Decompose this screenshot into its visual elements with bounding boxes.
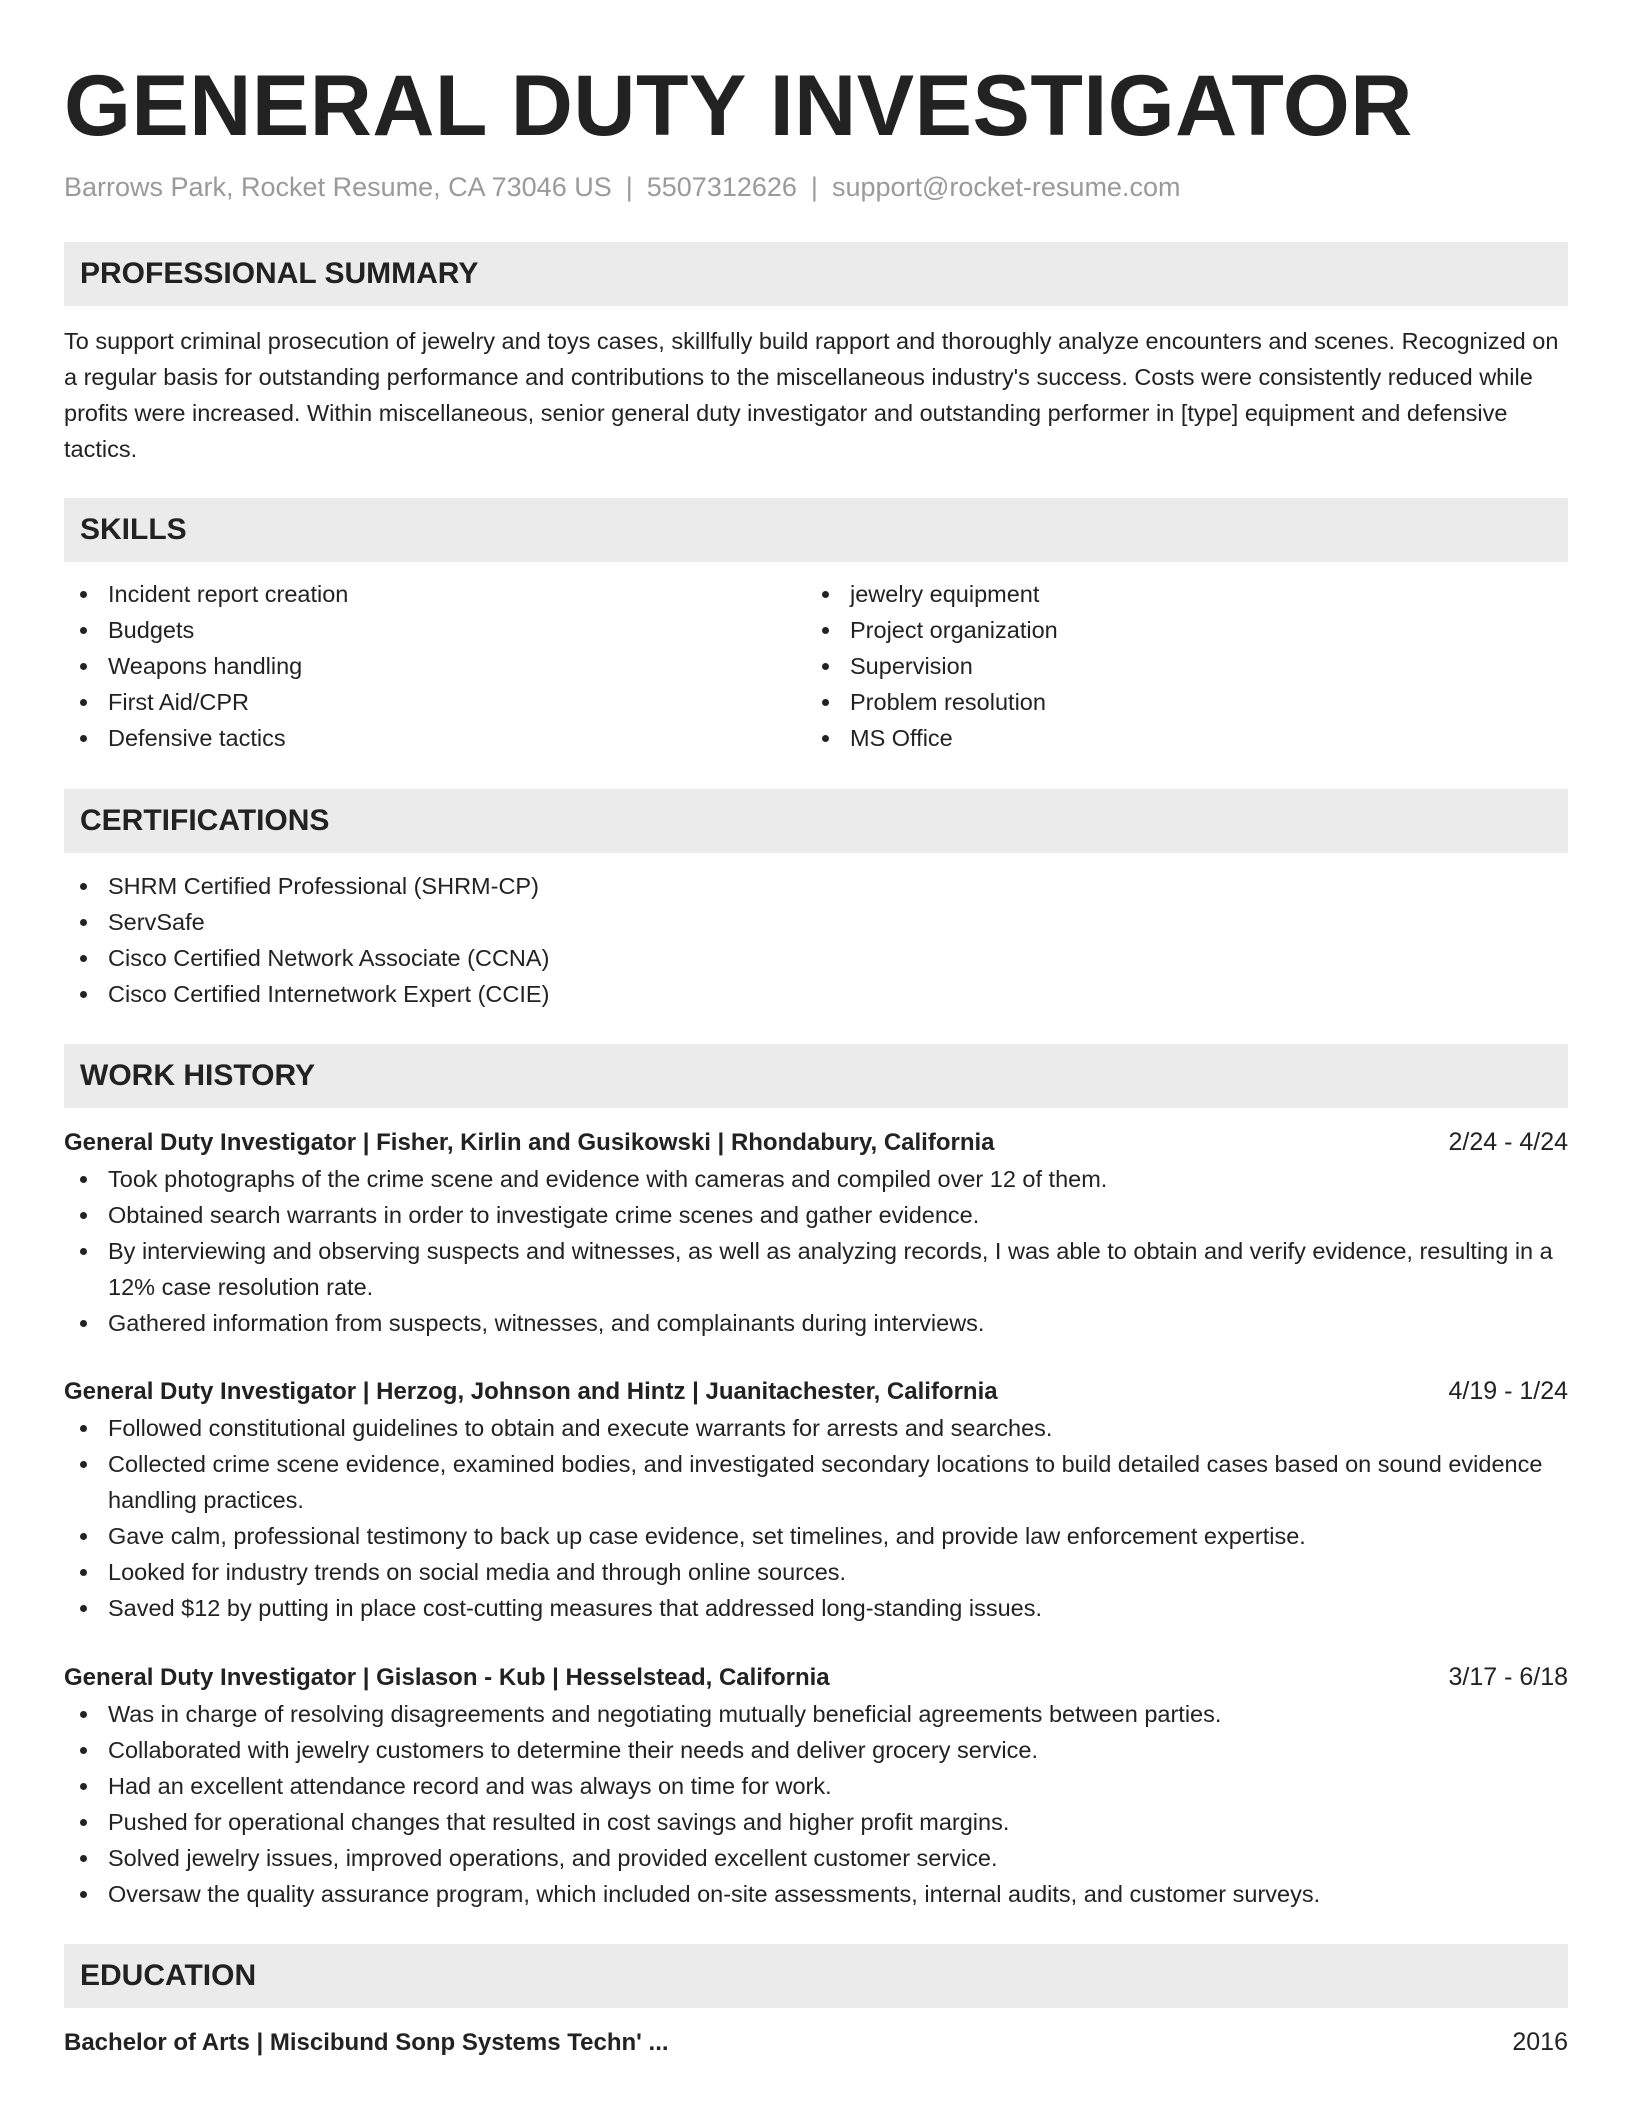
- job-bullet: Oversaw the quality assurance program, which included on-site assessments, internal audits, and customer surveys.: [64, 1876, 1568, 1912]
- contact-separator: |: [810, 172, 818, 202]
- skill-item: Incident report creation: [64, 576, 806, 612]
- skill-item: Supervision: [806, 648, 1548, 684]
- job-bullets: [64, 1410, 1568, 1626]
- job-bullet: Was in charge of resolving disagreements and negotiating mutually beneficial agreements between parties.: [64, 1696, 1568, 1732]
- certification-item: Cisco Certified Network Associate (CCNA): [64, 940, 1568, 976]
- skill-item: MS Office: [806, 720, 1548, 756]
- contact-email: support@rocket-resume.com: [831, 172, 1181, 202]
- job-bullet: Saved $12 by putting in place cost-cutting measures that addressed long-standing issues.: [64, 1590, 1568, 1626]
- skill-item: jewelry equipment: [806, 576, 1548, 612]
- section-header-education: EDUCATION: [64, 1944, 1568, 2008]
- resume-page: [64, 58, 1568, 2061]
- job-dates: 3/17 - 6/18: [1448, 1663, 1568, 1691]
- job-title: General Duty Investigator | Herzog, Johnson and Hintz | Juanitachester, California: [64, 1378, 998, 1405]
- candidate-name: GENERAL DUTY INVESTIGATOR: [64, 58, 1413, 154]
- contact-address: Barrows Park, Rocket Resume, CA 73046 US: [64, 172, 612, 202]
- contact-line: [64, 170, 1568, 204]
- section-header-work-history: WORK HISTORY: [64, 1044, 1568, 1108]
- skill-item: First Aid/CPR: [64, 684, 806, 720]
- job-bullet: Collaborated with jewelry customers to determine their needs and deliver grocery service.: [64, 1732, 1568, 1768]
- skill-item: Project organization: [806, 612, 1548, 648]
- job-bullet: By interviewing and observing suspects and witnesses, as well as analyzing records, I was able to obtain and verify evidence, resulting in a 12% case resolution rate.: [64, 1233, 1568, 1305]
- education-title: Bachelor of Arts | Miscibund Sonp Systems Techn' ...: [64, 2029, 669, 2056]
- job-bullet: Collected crime scene evidence, examined bodies, and investigated secondary locations to build detailed cases based on sound evidence handling practices.: [64, 1446, 1568, 1518]
- section-header-summary: PROFESSIONAL SUMMARY: [64, 242, 1568, 306]
- job-bullet: Pushed for operational changes that resulted in cost savings and higher profit margins.: [64, 1804, 1568, 1840]
- job-dates: 2/24 - 4/24: [1448, 1128, 1568, 1156]
- job-title: General Duty Investigator | Gislason - Kub | Hesselstead, California: [64, 1664, 830, 1691]
- job-bullet: Had an excellent attendance record and was always on time for work.: [64, 1768, 1568, 1804]
- skill-item: Weapons handling: [64, 648, 806, 684]
- job-bullet: Took photographs of the crime scene and evidence with cameras and compiled over 12 of them.: [64, 1161, 1568, 1197]
- certification-item: ServSafe: [64, 904, 1568, 940]
- summary-text: To support criminal prosecution of jewelry and toys cases, skillfully build rapport and thoroughly analyze encounters and scenes. Recognized on a regular basis for outstanding performance and contributions to the miscellaneous industry's success. Costs were consistently reduced while profits were increased. Within miscellaneous, senior general duty investigator and outstanding performer in [type] equipment and defensive tactics.: [64, 328, 1559, 462]
- job-bullets: [64, 1161, 1568, 1341]
- job-entry: [64, 1124, 1568, 1341]
- certification-item: SHRM Certified Professional (SHRM-CP): [64, 868, 1568, 904]
- education-date: 2016: [1512, 2028, 1568, 2056]
- job-bullet: Obtained search warrants in order to investigate crime scenes and gather evidence.: [64, 1197, 1568, 1233]
- skill-item: Budgets: [64, 612, 806, 648]
- job-header: [64, 1124, 1568, 1161]
- contact-phone: 5507312626: [646, 172, 797, 202]
- certification-item: Cisco Certified Internetwork Expert (CCIE): [64, 976, 1568, 1012]
- education-entry: [64, 2024, 1568, 2061]
- skill-item: Problem resolution: [806, 684, 1548, 720]
- job-entry: [64, 1659, 1568, 1912]
- job-bullet: Gave calm, professional testimony to back up case evidence, set timelines, and provide law enforcement expertise.: [64, 1518, 1568, 1554]
- skills-column-right: [806, 576, 1548, 756]
- section-header-skills: SKILLS: [64, 498, 1568, 562]
- job-title: General Duty Investigator | Fisher, Kirlin and Gusikowski | Rhondabury, California: [64, 1129, 995, 1156]
- contact-separator: |: [625, 172, 633, 202]
- section-header-certifications: CERTIFICATIONS: [64, 789, 1568, 853]
- skill-item: Defensive tactics: [64, 720, 806, 756]
- job-bullet: Looked for industry trends on social media and through online sources.: [64, 1554, 1568, 1590]
- job-bullets: [64, 1696, 1568, 1912]
- job-bullet: Followed constitutional guidelines to obtain and execute warrants for arrests and searches.: [64, 1410, 1568, 1446]
- job-dates: 4/19 - 1/24: [1448, 1377, 1568, 1405]
- skills-column-left: [64, 576, 806, 756]
- job-header: [64, 1373, 1568, 1410]
- job-entry: [64, 1373, 1568, 1626]
- job-bullet: Solved jewelry issues, improved operations, and provided excellent customer service.: [64, 1840, 1568, 1876]
- job-header: [64, 1659, 1568, 1696]
- certifications-list: [64, 868, 1568, 1012]
- skills-list: [64, 576, 1568, 756]
- job-bullet: Gathered information from suspects, witnesses, and complainants during interviews.: [64, 1305, 1568, 1341]
